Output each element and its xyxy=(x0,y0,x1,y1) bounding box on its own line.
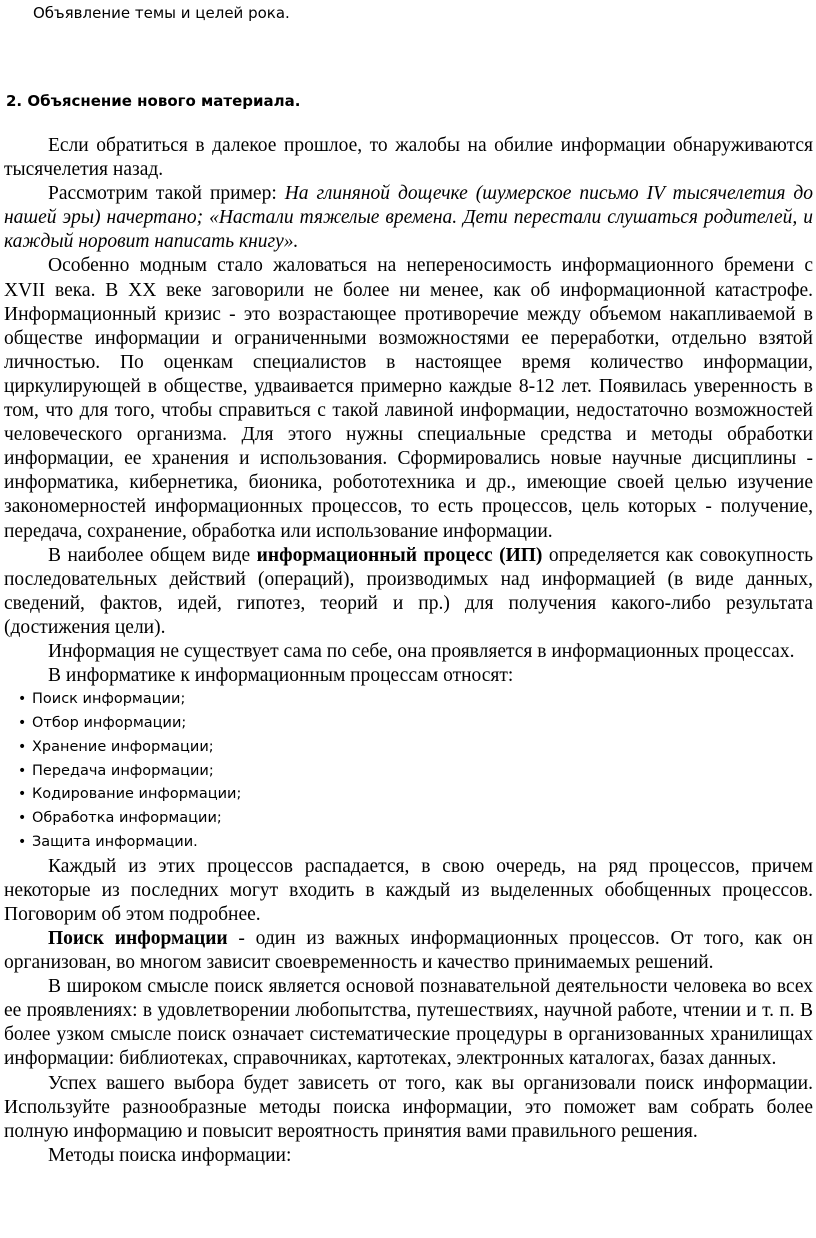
paragraph-search-definition xyxy=(4,927,813,975)
list-item: • Кодирование информации; xyxy=(4,783,813,807)
search-definition-rest: - один из важных информационных процессов. От того, как он организован, во многом зависит своевременность и качество принимаемых решений. xyxy=(4,928,813,974)
paragraph-information-exists: Информация не существует сама по себе, она проявляется в информационных процессах. xyxy=(48,640,795,662)
paragraph-search-success: Успех вашего выбора будет зависеть от того, как вы организовали поиск информации. Используйте разнообразные методы поиска информации, это поможет вам собрать более полную информацию и повысит вероятность принятия вами правильного решения. xyxy=(4,1072,813,1142)
definition-lead: В наиболее общем виде xyxy=(48,544,257,566)
term-search: Поиск информации xyxy=(48,928,228,950)
list-item: • Поиск информации; xyxy=(4,688,813,712)
body-text xyxy=(4,134,813,1168)
sumerian-quote: На глиняной дощечке (шумерское письмо IV тысячелетия до нашей эры) начертано; «Настали тяжелые времена. Дети перестали слушаться родителей, и каждый норовит написать книгу». xyxy=(4,183,813,253)
section-heading: 2. Объяснение нового материала. xyxy=(6,92,301,110)
topic-goals-line: Объявление темы и целей рока. xyxy=(33,4,290,22)
paragraph-processes-intro: В информатике к информационным процессам относят: xyxy=(48,665,514,687)
list-item: • Хранение информации; xyxy=(4,736,813,760)
paragraph-search-methods: Методы поиска информации: xyxy=(48,1144,292,1166)
list-item: • Обработка информации; xyxy=(4,807,813,831)
processes-list xyxy=(4,688,813,855)
list-item: • Защита информации. xyxy=(4,831,813,855)
list-item: • Передача информации; xyxy=(4,760,813,784)
paragraph-process-definition xyxy=(4,544,813,640)
paragraph-search-broad: В широком смысле поиск является основой познавательной деятельности человека во всех ее проявлениях: в удовлетворении любопытства, путешествиях, научной работе, чтении и т. п. В более узком смысле поиск означает систематические процедуры в организованных хранилищах информации: библиотеках, справочниках, картотеках, электронных каталогах, базах данных. xyxy=(4,976,813,1070)
paragraph-sumerian-example xyxy=(4,182,813,254)
paragraph-subprocesses: Каждый из этих процессов распадается, в свою очередь, на ряд процессов, причем некоторые из последних могут входить в каждый из выделенных обобщенных процессов. Поговорим об этом подробнее. xyxy=(4,855,813,925)
list-item: • Отбор информации; xyxy=(4,712,813,736)
definition-rest: определяется как совокупность последовательных действий (операций), производимых над информацией (в виде данных, сведений, фактов, идей, гипотез, теорий и пр.) для получения какого-либо результата (достижения цели). xyxy=(4,544,814,638)
example-lead: Рассмотрим такой пример: xyxy=(48,183,285,205)
term-information-process: информационный процесс (ИП) xyxy=(256,544,543,566)
paragraph-information-crisis: Особенно модным стало жаловаться на непереносимость информационного бремени с XVII века. В XX веке заговорили не более ни менее, как об информационной катастрофе. Информационный кризис - это возрастающее противоречие между объемом накапливаемой в обществе информации и ограниченными возможностями ее переработки, отдельно взятой личностью. По оценкам специалистов в настоящее время количество информации, циркулирующей в обществе, удваивается примерно каждые 8-12 лет. Появилась уверенность в том, что для того, чтобы справиться с такой лавиной информации, недостаточно возможностей человеческого организма. Для этого нужны специальные средства и методы обработки информации, ее хранения и использования. Сформировались новые научные дисциплины - информатика, кибернетика, бионика, робототехника и др., имеющие своей целью изучение закономерностей информационных процессов, то есть процессов, цель которых - получение, передача, сохранение, обработка или использование информации. xyxy=(4,255,813,542)
paragraph-ancient-complaints: Если обратиться в далекое прошлое, то жалобы на обилие информации обнаруживаются тысячелетия назад. xyxy=(4,135,813,181)
